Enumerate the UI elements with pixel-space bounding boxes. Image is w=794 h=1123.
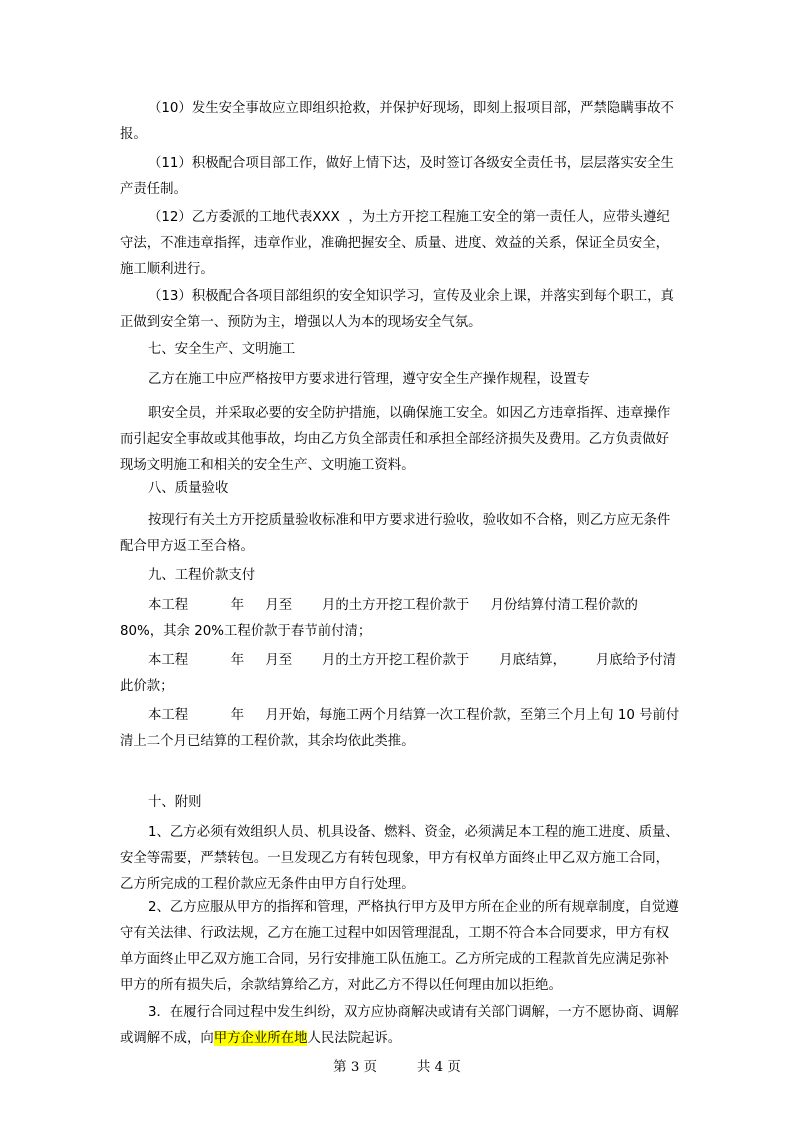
page-number: 第 3 页	[333, 1060, 377, 1075]
page-total: 共 4 页	[417, 1060, 461, 1075]
clause-11: （11）积极配合项目部工作，做好上情下达，及时签订各级安全责任书，层层落实安全生产责任制。	[120, 156, 674, 197]
section-10-item1: 1、乙方必须有效组织人员、机具设备、燃料、资金，必须满足本工程的施工进度、质量、安全等需要，严禁转包。一旦发现乙方有转包现象，甲方有权单方面终止甲乙双方施工合同，乙方所完成的工程价款应无条件由甲方自行处理。	[120, 825, 679, 892]
clause-12: （12）乙方委派的工地代表XXX ，为土方开挖工程施工安全的第一责任人，应带头遵纪守法，不准违章指挥，违章作业，准确把握安全、质量、进度、效益的关系，保证全员安全，施工顺利进行。	[120, 210, 670, 277]
section-10-item3	[120, 1000, 680, 1052]
section-9-item1: 本工程 年 月至 月的土方开挖工程价款于 月份结算付清工程价款的80%，其余 20%工程价款于春节前付清；	[120, 598, 638, 639]
section-9-heading: 九、工程价款支付	[148, 568, 256, 583]
item3-text-after: 人民法院起诉。	[307, 1031, 402, 1046]
section-10-heading: 十、附则	[148, 795, 202, 810]
page-footer	[0, 1056, 794, 1080]
section-7-body: 职安全员，并采取必要的安全防护措施，以确保施工安全。如因乙方违章指挥、违章操作而引起安全事故或其他事故，均由乙方负全部责任和承担全部经济损失及费用。乙方负责做好现场文明施工和相关的安全生产、文明施工资料。	[120, 406, 671, 473]
section-10-item2: 2、乙方应服从甲方的指挥和管理，严格执行甲方及甲方所在企业的所有规章制度，自觉遵守有关法律、行政法规，乙方在施工过程中如因管理混乱，工期不符合本合同要求，甲方有权单方面终止甲乙双方施工合同，另行安排施工队伍施工。乙方所完成的工程款首先应满足弥补甲方的所有损失后，余款结算给乙方，对此乙方不得以任何理由加以拒绝。	[120, 900, 679, 993]
section-8-heading: 八、质量验收	[148, 481, 229, 496]
section-9-item2: 本工程 年 月至 月的土方开挖工程价款于 月底结算， 月底给予付清此价款；	[120, 653, 677, 694]
section-7-line1: 乙方在施工中应严格按甲方要求进行管理，遵守安全生产操作规程，设置专	[148, 372, 590, 387]
clause-13: （13）积极配合各项目部组织的安全知识学习，宣传及业余上课，并落实到每个职工，真正做到安全第一、预防为主，增强以人为本的现场安全气氛。	[120, 289, 674, 330]
highlighted-court-location: 甲方企业所在地	[213, 1031, 308, 1046]
clause-10: （10）发生安全事故应立即组织抢救，并保护好现场，即刻上报项目部，严禁隐瞒事故不报。	[120, 101, 674, 142]
section-8-body: 按现行有关土方开挖质量验收标准和甲方要求进行验收，验收如不合格，则乙方应无条件配合甲方返工至合格。	[120, 513, 671, 554]
section-9-item3: 本工程 年 月开始，每施工两个月结算一次工程价款，至第三个月上旬 10 号前付清上二个月已结算的工程价款，其余均依此类推。	[120, 708, 680, 749]
item3-text-before: 3．在履行合同过程中发生纠纷，双方应协商解决或请有关部门调解，一方不愿协商、调解或调解不成，向	[120, 1005, 679, 1046]
section-7-heading: 七、安全生产、文明施工	[148, 342, 296, 357]
